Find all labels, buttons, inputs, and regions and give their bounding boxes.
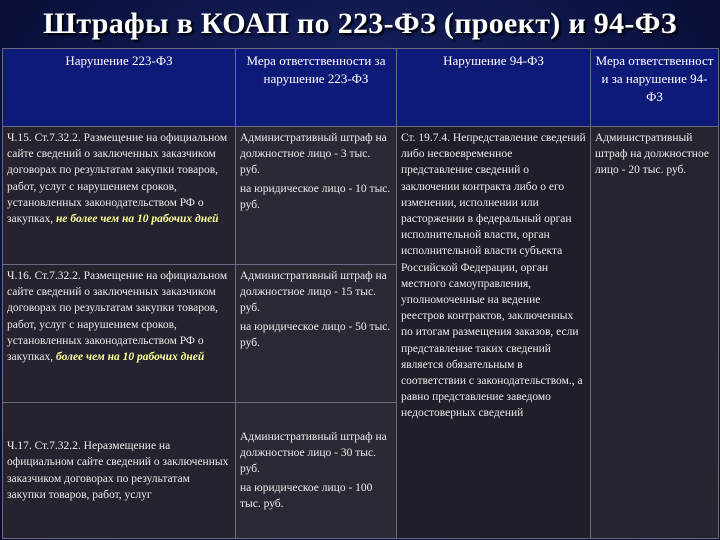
penalty-official: Административный штраф на должностное лицо - 30 тыс. руб. — [240, 430, 387, 476]
header-violation-94: Нарушение 94-ФЗ — [397, 49, 591, 127]
header-violation-223: Нарушение 223-ФЗ — [3, 49, 236, 127]
penalty-223-cell — [236, 127, 397, 265]
violation-text: Ч.16. Ст.7.32.2. Размещение на официальном сайте сведений о заключенных заказчиком договорах по результатам закупки товаров, работ, услуг с нарушением сроков, установленных законодательством РФ о закупках, — [7, 270, 228, 364]
penalty-official: Административный штраф на должностное лицо - 15 тыс. руб. — [240, 270, 387, 315]
header-penalty-94: Мера ответственност и за нарушение 94-ФЗ — [591, 49, 719, 127]
violation-highlight: более чем на 10 рабочих дней — [56, 351, 205, 364]
penalty-223-cell — [236, 265, 397, 403]
penalty-legal: на юридическое лицо - 50 тыс. руб. — [240, 320, 391, 349]
penalty-legal: на юридическое лицо - 10 тыс. руб. — [240, 182, 391, 211]
violation-text: Ч.17. Ст.7.32.2. Неразмещение на официальном сайте сведений о заключенных заказчиком договорах по результатам закупки товаров, работ, услуг — [7, 440, 229, 501]
violation-223-cell — [3, 127, 236, 265]
penalty-official: Административный штраф на должностное лицо - 3 тыс. руб. — [240, 132, 387, 177]
header-penalty-223: Мера ответственности за нарушение 223-ФЗ — [236, 49, 397, 127]
table-row — [3, 127, 719, 265]
penalty-223-cell — [236, 403, 397, 539]
violation-223-cell — [3, 265, 236, 403]
violation-text: Ч.15. Ст.7.32.2. Размещение на официальном сайте сведений о заключенных заказчиком договорах по результатам закупки товаров, работ, услуг с нарушением сроков, установленных законодательством РФ о закупках, — [7, 132, 228, 226]
slide-title: Штрафы в КОАП по 223-ФЗ (проект) и 94-ФЗ — [43, 7, 677, 40]
fines-table — [2, 48, 719, 539]
table-header-row — [3, 49, 719, 127]
violation-94-cell: Ст. 19.7.4. Непредставление сведений либо несвоевременное представление сведений о заключении контракта либо о его изменении, исполнении или расторжении в федеральный орган исполнительной власти, орган исполнительной власти субъекта Российской Федерации, орган местного самоуправления, уполномоченные на ведение реестров контрактов, заключенных по итогам размещения заказов, если представление таких сведений является обязательным в соответствии с законодательством., а равно представление заведомо недостоверных сведений — [397, 127, 591, 539]
violation-223-cell — [3, 403, 236, 539]
penalty-legal: на юридическое лицо - 100 тыс. руб. — [240, 481, 373, 510]
penalty-94-cell: Административный штраф на должностное лицо - 20 тыс. руб. — [591, 127, 719, 539]
violation-highlight: не более чем на 10 рабочих дней — [56, 213, 219, 226]
